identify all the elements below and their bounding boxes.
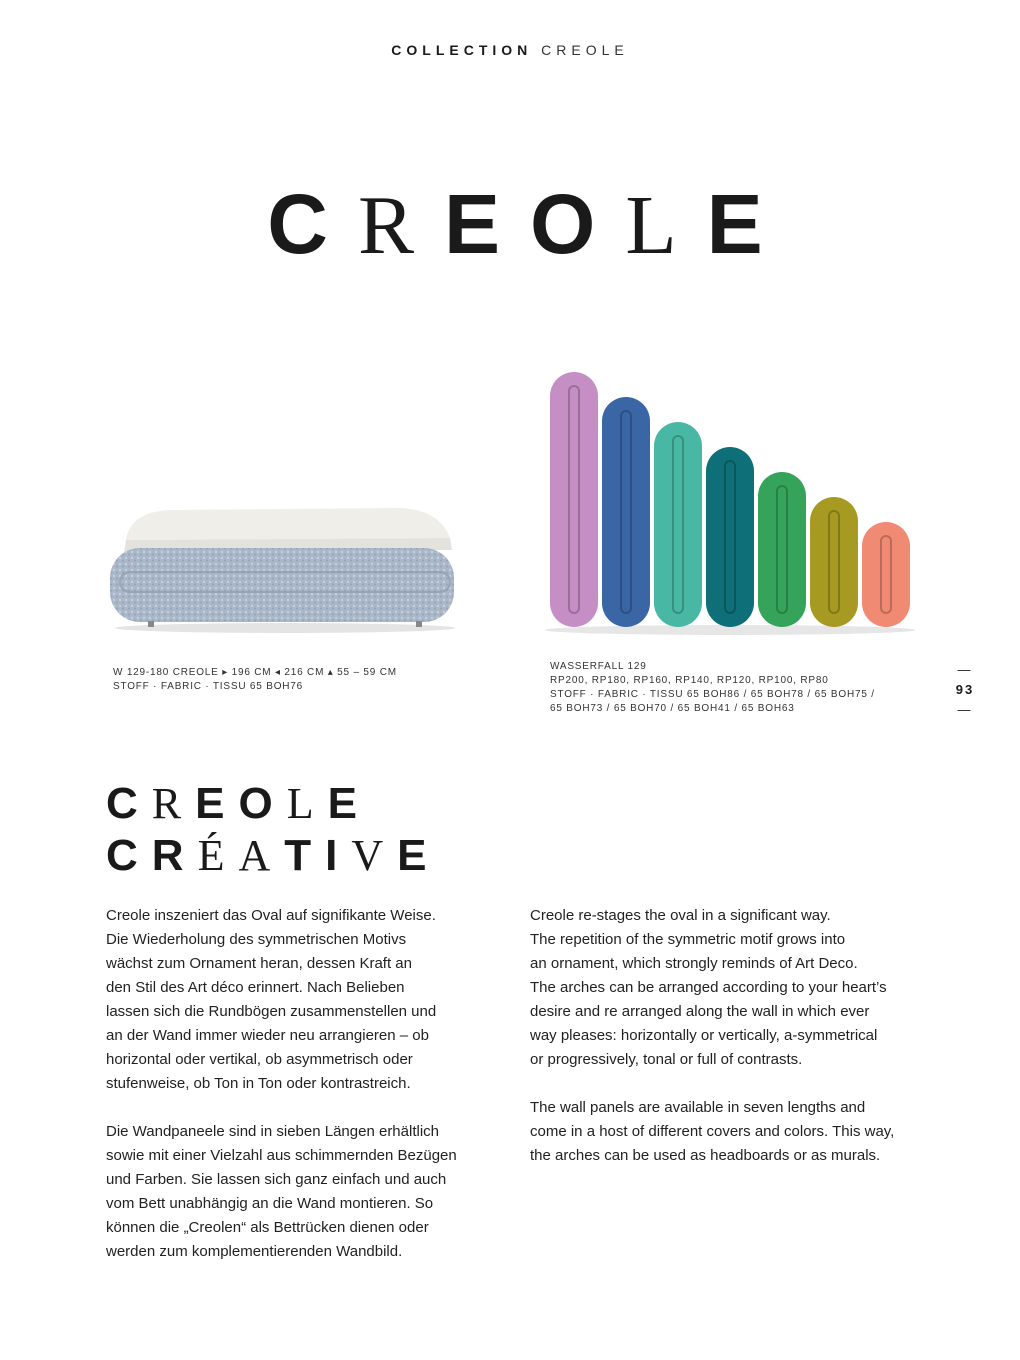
header-collection: COLLECTION (391, 42, 533, 58)
section-title-2-letter-6: I (325, 831, 352, 880)
bed-caption-dimensions: W 129-180 CREOLE ▸ 196 CM ◂ 216 CM ▴ 55 – 59 CM (113, 667, 397, 678)
page-number-value: 93 (955, 682, 975, 697)
section-title-2-letter-4: A (238, 831, 285, 880)
english-paragraph-1: Creole re-stages the oval in a significant way. The repetition of the symmetric motif grows into an ornament, which strongly reminds of Art Deco. The arches can be arranged according to your heart’s desire and re arranged along the wall in which ever way pleases: horizontally or vertically, a-symmetrical or progressively, tonal or full of contrasts. (530, 907, 887, 1068)
page-number-dash-top: — (957, 662, 973, 677)
german-paragraph-1: Creole inszeniert das Oval auf signifikante Weise. Die Wiederholung des symmetrischen Motivs wächst zum Ornament heran, dessen Kraft an den Stil des Art déco erinnert. Nach Belieben lassen sich die Rundbögen zusammenstellen und an der Wand immer wieder neu arrangieren – ob horizontal oder vertikal, ob asymmetrisch oder stufenweise, ob Ton in Ton oder kontrastreich. (106, 907, 437, 1092)
english-text-column (530, 904, 950, 1192)
header-creole: CREOLE (541, 42, 629, 58)
section-title-line-2 (106, 831, 441, 880)
wall-panels-image (540, 362, 930, 642)
section-title-1-letter-3: E (195, 779, 239, 828)
title-letter-2: R (357, 179, 444, 272)
wall-panel-1 (550, 372, 598, 627)
english-paragraph-2: The wall panels are available in seven lengths and come in a host of different covers and colors. This way, the arches can be used as headboards or as murals. (530, 1099, 895, 1164)
wall-panel-4 (706, 447, 754, 627)
wall-panel-3 (654, 422, 702, 627)
panels-caption (550, 660, 875, 716)
german-text-column (106, 904, 526, 1288)
section-title-line-1 (106, 779, 371, 828)
bed-image (100, 490, 470, 635)
wall-panel-2 (602, 397, 650, 627)
section-title-2-letter-3: É (197, 831, 239, 880)
panels-caption-fabric-1: STOFF · FABRIC · TISSU 65 BOH86 / 65 BOH78 / 65 BOH75 / (550, 689, 875, 700)
title-letter-6: E (706, 177, 793, 271)
section-title-2-letter-1: C (106, 831, 152, 880)
page-number-dash-bottom: — (957, 702, 973, 717)
wall-panel-7 (862, 522, 910, 627)
page-number (940, 660, 990, 720)
bed-caption-fabric: STOFF · FABRIC · TISSU 65 BOH76 (113, 681, 304, 692)
page-title (0, 177, 1020, 272)
section-title-2-letter-7: V (351, 831, 398, 880)
section-title-1-letter-4: O (238, 779, 287, 828)
german-paragraph-2: Die Wandpaneele sind in sieben Längen erhältlich sowie mit einer Vielzahl aus schimmernden Bezügen und Farben. Sie lassen sich ganz einfach und auch vom Bett unabhängig an die Wand montieren. So können die „Creolen“ als Bettrücken dienen oder werden zum komplementierenden Wandbild. (106, 1123, 457, 1260)
section-title-2-letter-2: R (151, 831, 198, 880)
panels-caption-sizes: RP200, RP180, RP160, RP140, RP120, RP100, RP80 (550, 675, 829, 686)
section-title-2-letter-8: E (397, 831, 441, 880)
section-title-1-letter-2: R (151, 779, 196, 828)
title-letter-1: C (267, 177, 358, 271)
title-letter-3: E (443, 177, 531, 271)
wall-panel-6 (810, 497, 858, 627)
title-letter-5: L (625, 179, 707, 272)
section-title-1-letter-6: E (327, 779, 371, 828)
section-title-1-letter-5: L (286, 779, 328, 828)
bed-caption (113, 666, 397, 694)
panels-caption-model: WASSERFALL 129 (550, 661, 647, 672)
section-title-2-letter-5: T (284, 831, 326, 880)
panels-caption-fabric-2: 65 BOH73 / 65 BOH70 / 65 BOH41 / 65 BOH63 (550, 703, 795, 714)
section-title-1-letter-1: C (106, 779, 152, 828)
wall-panel-5 (758, 472, 806, 627)
running-header (0, 42, 1020, 58)
bed-frame (110, 548, 454, 622)
title-letter-4: O (530, 177, 626, 271)
